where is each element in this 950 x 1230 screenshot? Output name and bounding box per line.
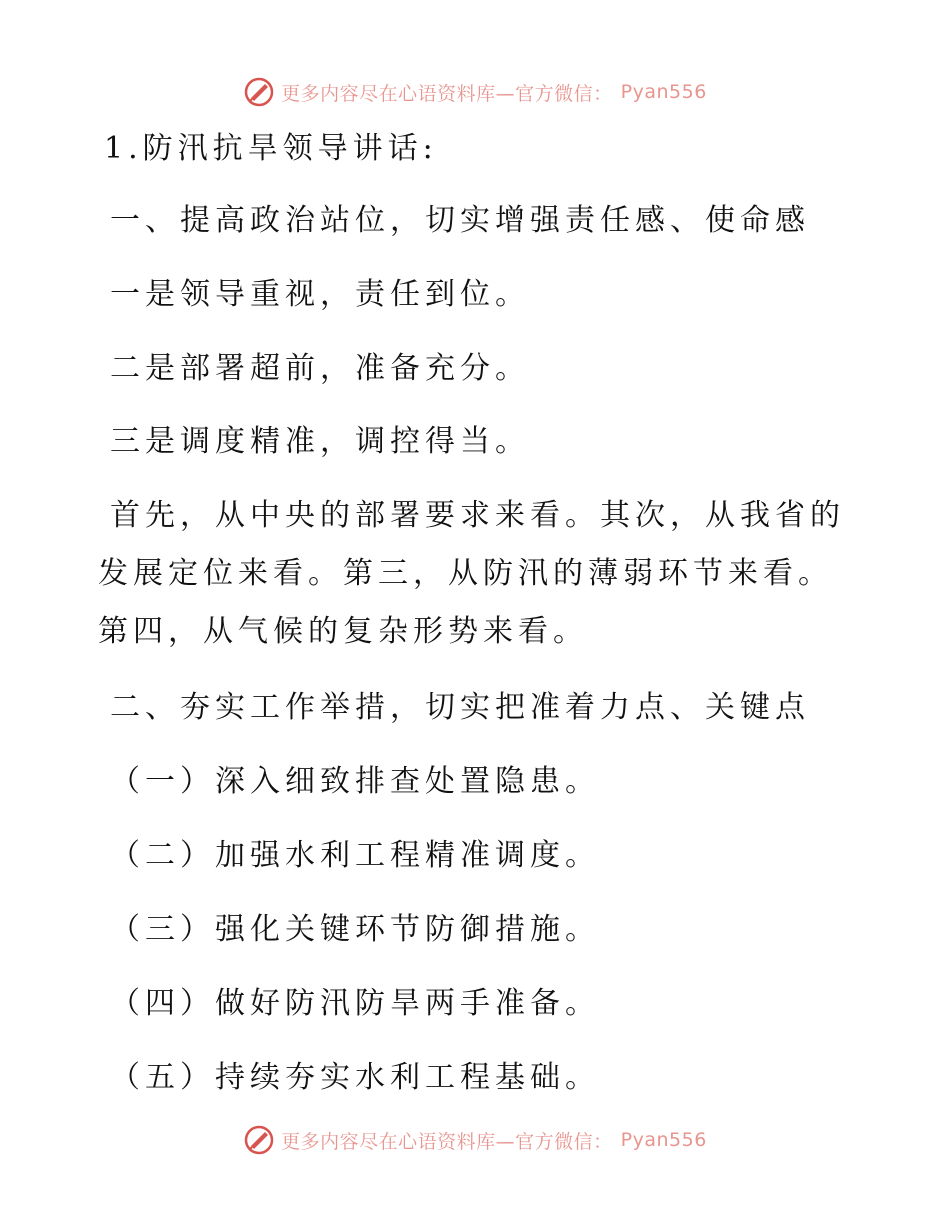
list-item: （一）深入细致排查处置隐患。 [110, 764, 600, 799]
list-item: （二）加强水利工程精准调度。 [110, 838, 600, 873]
point-2: 二是部署超前，准备充分。 [110, 351, 530, 386]
section-heading-1: 一、提高政治站位，切实增强责任感、使命感 [110, 203, 810, 238]
watermark-wechat-id: Pyan556 [620, 1129, 707, 1151]
watermark-text: 更多内容尽在心语资料库—官方微信： [281, 82, 613, 105]
body-paragraph: 首先，从中央的部署要求来看。其次，从我省的发展定位来看。第三，从防汛的薄弱环节来看。第四，从气候的复杂形势来看。 [98, 498, 845, 649]
watermark-wechat-id: Pyan556 [620, 81, 707, 103]
list-item: （五）持续夯实水利工程基础。 [110, 1060, 600, 1095]
watermark-text: 更多内容尽在心语资料库—官方微信： [281, 1130, 613, 1153]
brand-logo-icon [243, 1124, 275, 1156]
point-3: 三是调度精准，调控得当。 [110, 424, 530, 459]
section-heading-2: 二、夯实工作举措，切实把准着力点、关键点 [110, 690, 810, 725]
list-item: （三）强化关键环节防御措施。 [110, 912, 600, 947]
document-heading: 1.防汛抗旱领导讲话: [104, 131, 438, 166]
point-1: 一是领导重视，责任到位。 [110, 277, 530, 312]
watermark-bottom [0, 1120, 950, 1160]
list-item: （四）做好防汛防旱两手准备。 [110, 986, 600, 1021]
